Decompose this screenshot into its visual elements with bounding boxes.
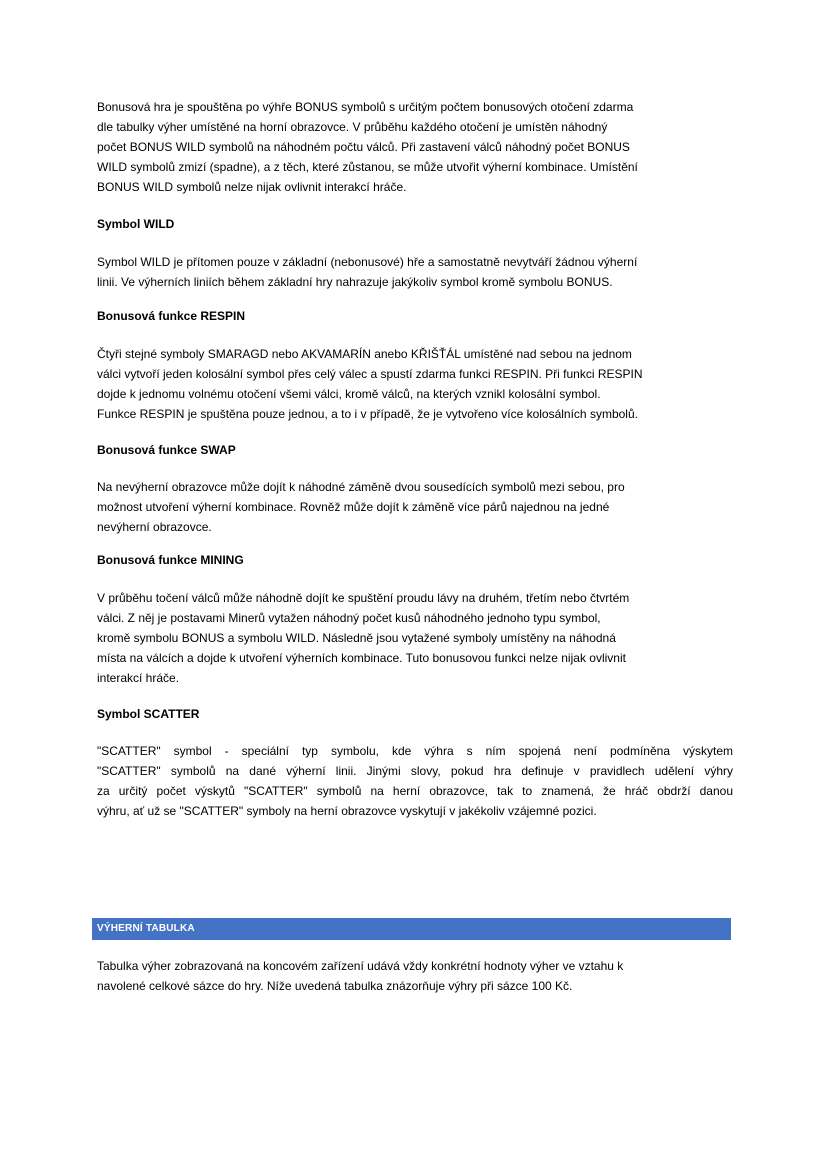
paragraph-table-intro [97,956,733,996]
text-line: Funkce RESPIN je spuštěna pouze jednou, a to i v případě, že je vytvořeno více kolosálních symbolů. [97,407,638,421]
text-line: možnost utvoření výherní kombinace. Rovněž může dojít k záměně více párů najednou na jedné [97,500,610,514]
text-line: dojde k jednomu volnému otočení všemi válci, kromě válců, na kterých vznikl kolosální symbol. [97,387,601,401]
text-line: dle tabulky výher umístěné na horní obrazovce. V průběhu každého otočení je umístěn náhodný [97,120,608,134]
paragraph-symbol-wild [97,252,733,292]
text-line: Tabulka výher zobrazovaná na koncovém zařízení udává vždy konkrétní hodnoty výher ve vztahu k [97,959,624,973]
heading-respin: Bonusová funkce RESPIN [97,309,246,323]
text-line: V průběhu točení válců může náhodně dojít ke spuštění proudu lávy na druhém, třetím nebo čtvrtém [97,591,630,605]
section-header-bar [92,918,731,940]
text-line: počet BONUS WILD symbolů na náhodném počtu válců. Při zastavení válců náhodný počet BONUS [97,140,630,154]
paragraph-scatter [97,741,733,821]
text-line: navolené celkové sázce do hry. Níže uvedená tabulka znázorňuje výhry při sázce 100 Kč. [97,979,573,993]
text-line: válci vytvoří jeden kolosální symbol přes celý válec a spustí zdarma funkci RESPIN. Při funkci RESPIN [97,367,643,381]
text-line: WILD symbolů zmizí (spadne), a z těch, které zůstanou, se může utvořit výherní kombinace. Umístění [97,160,638,174]
heading-mining: Bonusová funkce MINING [97,553,244,567]
text-line: válci. Z něj je postavami Minerů vytažen náhodný počet kusů náhodného jednoho typu symbol, [97,611,601,625]
text-line: "SCATTER" symbolů na dané výherní linii. Jinými slovy, pokud hra definuje v pravidlech udělení výhry [97,764,733,778]
text-line: Bonusová hra je spouštěna po výhře BONUS symbolů s určitým počtem bonusových otočení zdarma [97,100,634,114]
heading-scatter: Symbol SCATTER [97,707,200,721]
text-line: interakcí hráče. [97,671,180,685]
heading-swap: Bonusová funkce SWAP [97,443,236,457]
heading-symbol-wild: Symbol WILD [97,217,175,231]
text-line: výhru, ať už se "SCATTER" symboly na herní obrazovce vyskytují v jakékoliv vzájemné pozici. [97,804,597,818]
paragraph-mining [97,588,733,688]
text-line: nevýherní obrazovce. [97,520,212,534]
paragraph-respin [97,344,733,424]
paragraph-swap [97,477,733,537]
text-line: Symbol WILD je přítomen pouze v základní (nebonusové) hře a samostatně nevytváří žádnou výherní [97,255,638,269]
text-line: místa na válcích a dojde k utvoření výherních kombinace. Tuto bonusovou funkci nelze nijak ovlivnit [97,651,626,665]
section-title-vyherni-tabulka: VÝHERNÍ TABULKA [97,923,195,934]
text-line: linii. Ve výherních liniích během základní hry nahrazuje jakýkoliv symbol kromě symbolu BONUS. [97,275,613,289]
text-line: za určitý počet výskytů "SCATTER" symbolů na herní obrazovce, tak to znamená, že hráč obdrží danou [97,784,733,798]
text-line: BONUS WILD symbolů nelze nijak ovlivnit interakcí hráče. [97,180,407,194]
text-line: Na nevýherní obrazovce může dojít k náhodné záměně dvou sousedících symbolů mezi sebou, pro [97,480,625,494]
text-line: Čtyři stejné symboly SMARAGD nebo AKVAMARÍN anebo KŘIŠŤÁL umístěné nad sebou na jednom [97,347,632,361]
intro-paragraph [97,97,733,197]
text-line: "SCATTER" symbol - speciální typ symbolu, kde výhra s ním spojená není podmíněna výskytem [97,744,733,758]
text-line: kromě symbolu BONUS a symbolu WILD. Následně jsou vytažené symboly umístěny na náhodná [97,631,616,645]
